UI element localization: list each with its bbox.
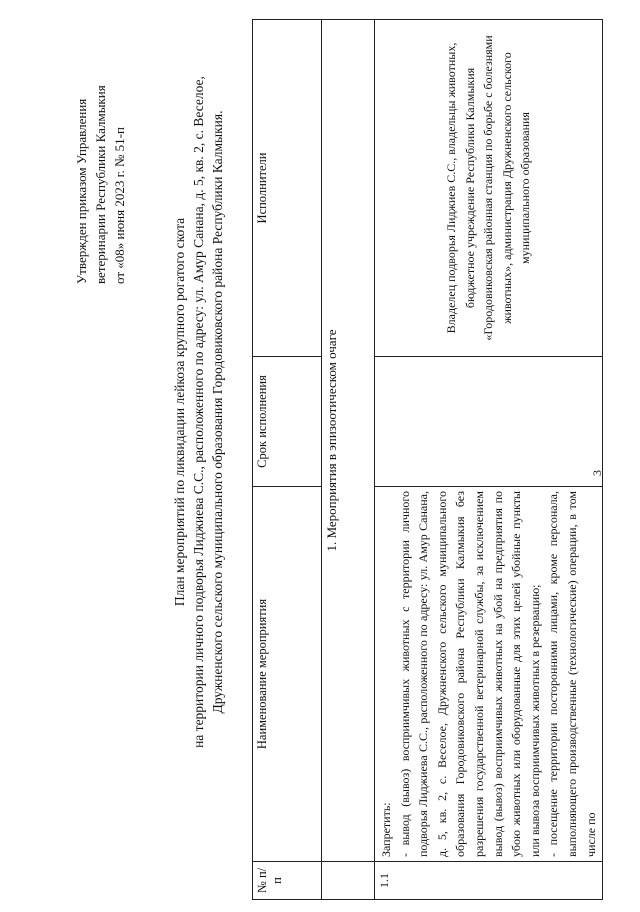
header-executors: Исполнители bbox=[253, 20, 322, 357]
header-term: Срок исполнения bbox=[253, 357, 322, 487]
page-number: 3 bbox=[590, 470, 604, 476]
measure-intro: Запретить: bbox=[379, 802, 393, 857]
title-line-3: Дружненского сельского муниципального образования Городовиковского района Республики Калмыкия. bbox=[210, 110, 225, 714]
document-title bbox=[170, 22, 227, 802]
approval-line-3: от «08» июня 2023 г. № 51-п bbox=[112, 127, 127, 284]
title-line-1: План мероприятий по ликвидации лейкоза крупного рогатого скота bbox=[172, 217, 187, 607]
row-executors: Владелец подворья Лиджиев С.С., владельцы животных, бюджетное учреждение Республики Калмыкия «Городовиковская районная станция по борьбе с болезнями животных», администрация Дружненского сельского муниципального образования bbox=[375, 20, 603, 357]
approval-line-1: Утвержден приказом Управления bbox=[74, 98, 89, 284]
header-num: № п/п bbox=[253, 862, 322, 900]
measure-item-2: - посещение территории посторонними лицами, кроме персонала, выполняющего производственные (технологические) операции, в том числе по bbox=[546, 491, 598, 857]
plan-table bbox=[252, 19, 603, 900]
section-row bbox=[322, 20, 375, 900]
approval-line-2: ветеринарии Республики Калмыкия bbox=[93, 85, 108, 284]
approval-stamp bbox=[72, 14, 129, 284]
table-row bbox=[375, 20, 603, 900]
section-num-cell bbox=[322, 862, 375, 900]
section-title: 1. Мероприятия в эпизоотическом очаге bbox=[322, 20, 375, 862]
row-num: 1.1 bbox=[375, 862, 603, 900]
table-header-row bbox=[253, 20, 322, 900]
measure-item-1: - вывод (вывоз) восприимчивых животных с территории личного подворья Лиджиева С.С., расположенного по адресу: ул. Амур Санана, д. 5, кв. 2, с. Веселое, Дружненского сельского муниципального образования Городовиковского района Республики Калмыкия без разрешения государственной ветеринарной службы, за исключением вывод (вывоз) восприимчивых животных на убой на предприятия по убою животных или оборудованные для этих целей убойные пункты или вывоза восприимчивых животных в резервацию; bbox=[397, 491, 542, 857]
row-measure bbox=[375, 487, 603, 862]
header-measure: Наименование мероприятия bbox=[253, 487, 322, 862]
title-line-2: на территории личного подворья Лиджиева С.С., расположенного по адресу: ул. Амур Санана, д. 5, кв. 2, с. Веселое, bbox=[191, 76, 206, 748]
row-term bbox=[375, 357, 603, 487]
